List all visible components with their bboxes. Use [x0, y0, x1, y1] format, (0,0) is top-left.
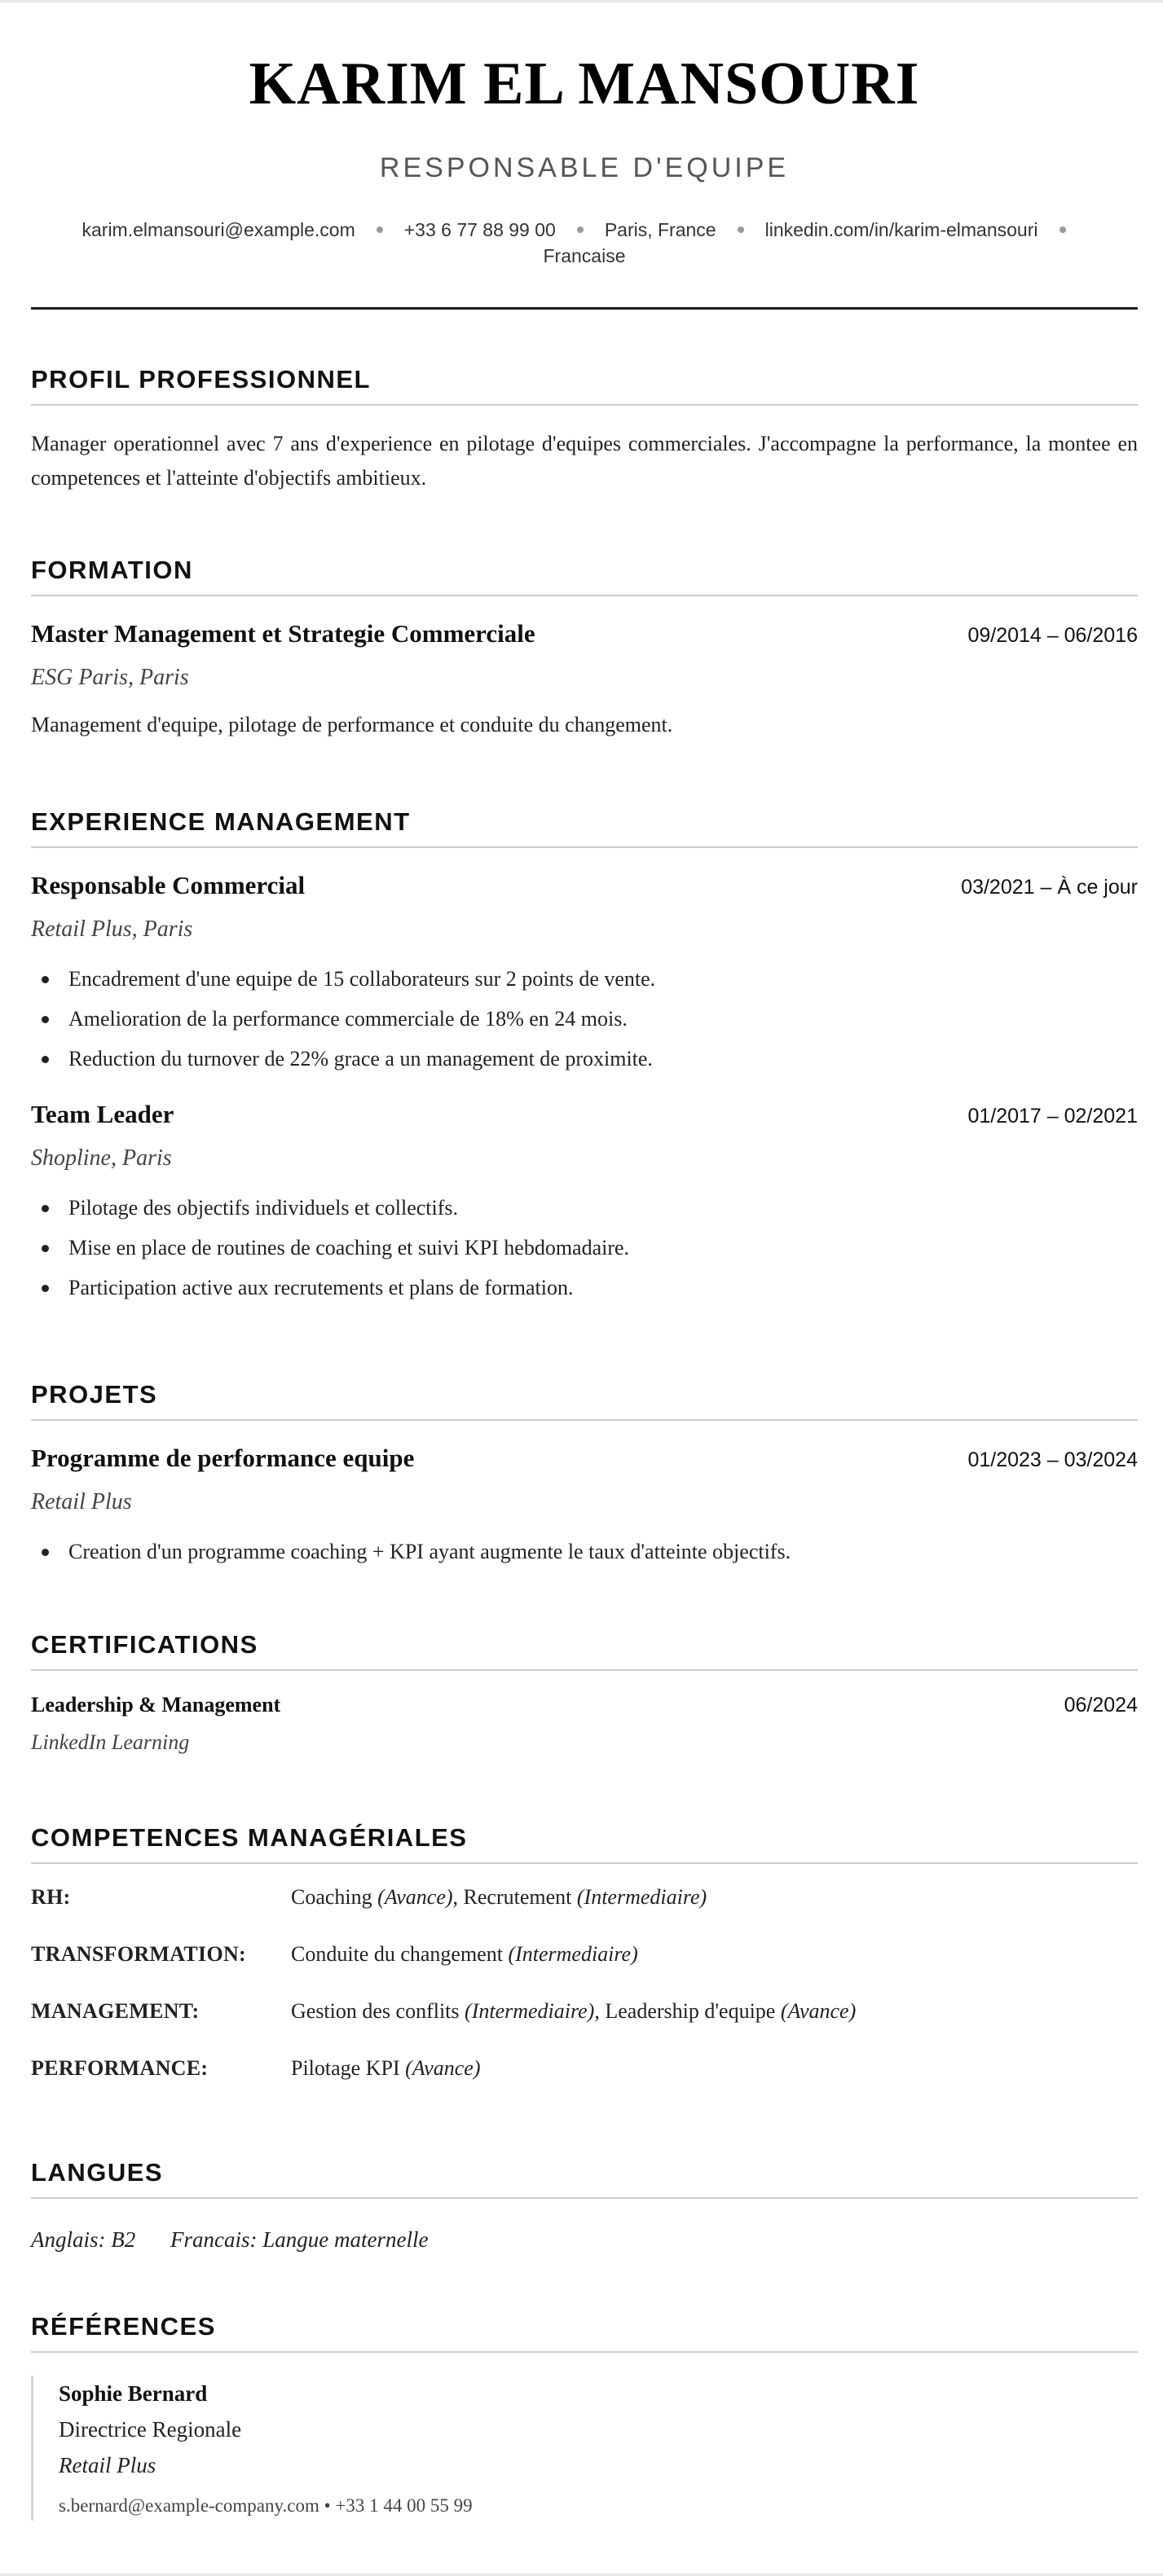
reference-name: Sophie Bernard — [59, 2381, 208, 2406]
job-title: RESPONSABLE D'EQUIPE — [379, 152, 790, 183]
skill-name: Recrutement — [463, 1885, 572, 1909]
list-item: Participation active aux recrutements et plans de formation. — [31, 1268, 1138, 1308]
section-profile — [31, 363, 1138, 495]
bullet-separator-icon — [377, 226, 383, 233]
bullet-separator-icon — [1059, 226, 1066, 233]
skill-level: (Avance) — [377, 1885, 453, 1909]
section-heading-projects: PROJETS — [31, 1378, 1138, 1421]
school-name: ESG Paris, Paris — [31, 665, 189, 690]
project-entry — [31, 1442, 1138, 1572]
list-item: Reduction du turnover de 22% grace a un management de proximite. — [31, 1039, 1138, 1079]
skills-values — [291, 1999, 856, 2024]
skill-name: Gestion des conflits — [291, 1999, 460, 2023]
project-organization: Retail Plus — [31, 1489, 132, 1514]
company-name: Retail Plus, Paris — [31, 917, 193, 942]
section-references — [31, 2310, 1138, 2521]
list-item: Creation d'un programme coaching + KPI ayant augmente le taux d'atteinte objectifs. — [31, 1532, 1138, 1572]
contact-line — [64, 217, 1105, 269]
language-item: Anglais: B2 — [31, 2227, 136, 2252]
profile-summary: Manager operationnel avec 7 ans d'experience en pilotage d'equipes commerciales. J'accompagne la performance, la montee en competences et l'atteinte d'objectifs ambitieux. — [31, 432, 1138, 490]
skills-values — [291, 2056, 481, 2081]
languages-list — [31, 2223, 1138, 2256]
certification-date: 06/2024 — [1064, 1694, 1138, 1717]
contact-phone[interactable]: +33 6 77 88 99 00 — [403, 219, 556, 240]
skills-values — [291, 1885, 707, 1910]
skill-name: Leadership d'equipe — [605, 1999, 776, 2023]
skill-name: Conduite du changement — [291, 1942, 503, 1966]
section-projects — [31, 1378, 1138, 1572]
bullet-separator-icon — [577, 226, 584, 233]
skills-row — [31, 2056, 1138, 2113]
language-item: Francais: Langue maternelle — [170, 2227, 429, 2252]
skill-separator: , — [452, 1885, 459, 1909]
skills-category-label: MANAGEMENT: — [31, 1999, 200, 2023]
section-education — [31, 554, 1138, 741]
skills-row — [31, 1999, 1138, 2056]
project-name: Programme de performance equipe — [31, 1444, 415, 1472]
reference-contact[interactable]: s.bernard@example-company.com • +33 1 44 00 55 99 — [59, 2495, 473, 2516]
skills-values — [291, 1942, 638, 1967]
project-dates: 01/2023 – 03/2024 — [967, 1448, 1138, 1471]
skill-name: Coaching — [291, 1885, 372, 1909]
experience-entry — [31, 869, 1138, 1079]
skills-row — [31, 1885, 1138, 1942]
certification-issuer: LinkedIn Learning — [31, 1730, 190, 1754]
contact-linkedin[interactable]: linkedin.com/in/karim-elmansouri — [764, 219, 1038, 240]
section-experience — [31, 806, 1138, 1308]
contact-nationality: Francaise — [543, 245, 626, 266]
section-heading-languages: LANGUES — [31, 2156, 1138, 2199]
contact-email[interactable]: karim.elmansouri@example.com — [81, 219, 355, 240]
skill-level: (Intermediaire) — [576, 1885, 707, 1909]
reference-card — [31, 2376, 1138, 2521]
list-item: Pilotage des objectifs individuels et collectifs. — [31, 1188, 1138, 1228]
certification-name: Leadership & Management — [31, 1693, 281, 1717]
section-heading-references: RÉFÉRENCES — [31, 2310, 1138, 2353]
skill-separator: , — [594, 1999, 600, 2023]
list-item: Encadrement d'une equipe de 15 collaborateurs sur 2 points de vente. — [31, 959, 1138, 999]
section-languages — [31, 2156, 1138, 2256]
job-role: Responsable Commercial — [31, 871, 306, 899]
skill-level: (Avance) — [780, 1999, 857, 2023]
header-divider — [31, 307, 1138, 310]
job-role: Team Leader — [31, 1100, 174, 1128]
skills-category-label: RH: — [31, 1885, 71, 1909]
list-item: Mise en place de routines de coaching et suivi KPI hebdomadaire. — [31, 1228, 1138, 1268]
degree-title: Master Management et Strategie Commerciale — [31, 619, 535, 648]
list-item: Amelioration de la performance commerciale de 18% en 24 mois. — [31, 999, 1138, 1039]
section-heading-education: FORMATION — [31, 554, 1138, 596]
skill-level: (Avance) — [405, 2056, 481, 2080]
education-description: Management d'equipe, pilotage de performance et conduite du changement. — [31, 713, 673, 736]
section-heading-experience: EXPERIENCE MANAGEMENT — [31, 806, 1138, 848]
skills-table — [31, 1885, 1138, 2113]
section-heading-skills: COMPETENCES MANAGÉRIALES — [31, 1822, 1138, 1864]
certification-entry — [31, 1690, 1138, 1757]
education-dates: 09/2014 – 06/2016 — [967, 624, 1138, 647]
skill-level: (Intermediaire) — [508, 1942, 638, 1966]
project-achievements — [31, 1532, 1138, 1572]
bullet-separator-icon — [738, 226, 744, 233]
section-skills — [31, 1822, 1138, 2113]
candidate-name: KARIM EL MANSOURI — [249, 51, 920, 117]
experience-entry — [31, 1098, 1138, 1308]
skills-category-label: PERFORMANCE: — [31, 2056, 209, 2080]
section-heading-certifications: CERTIFICATIONS — [31, 1629, 1138, 1671]
section-heading-profile: PROFIL PROFESSIONNEL — [31, 363, 1138, 406]
top-edge-strip — [0, 0, 1163, 2]
education-entry — [31, 618, 1138, 741]
skills-row — [31, 1942, 1138, 1999]
job-dates: 01/2017 – 02/2021 — [967, 1105, 1138, 1128]
reference-role: Directrice Regionale — [59, 2417, 242, 2442]
job-achievements — [31, 1188, 1138, 1308]
company-name: Shopline, Paris — [31, 1145, 172, 1171]
section-certifications — [31, 1629, 1138, 1757]
job-achievements — [31, 959, 1138, 1079]
reference-company: Retail Plus — [59, 2453, 156, 2477]
skills-category-label: TRANSFORMATION: — [31, 1942, 247, 1966]
contact-location: Paris, France — [604, 219, 716, 240]
skill-level: (Intermediaire) — [465, 1999, 595, 2023]
job-dates: 03/2021 – À ce jour — [961, 876, 1138, 899]
skill-name: Pilotage KPI — [291, 2056, 400, 2080]
